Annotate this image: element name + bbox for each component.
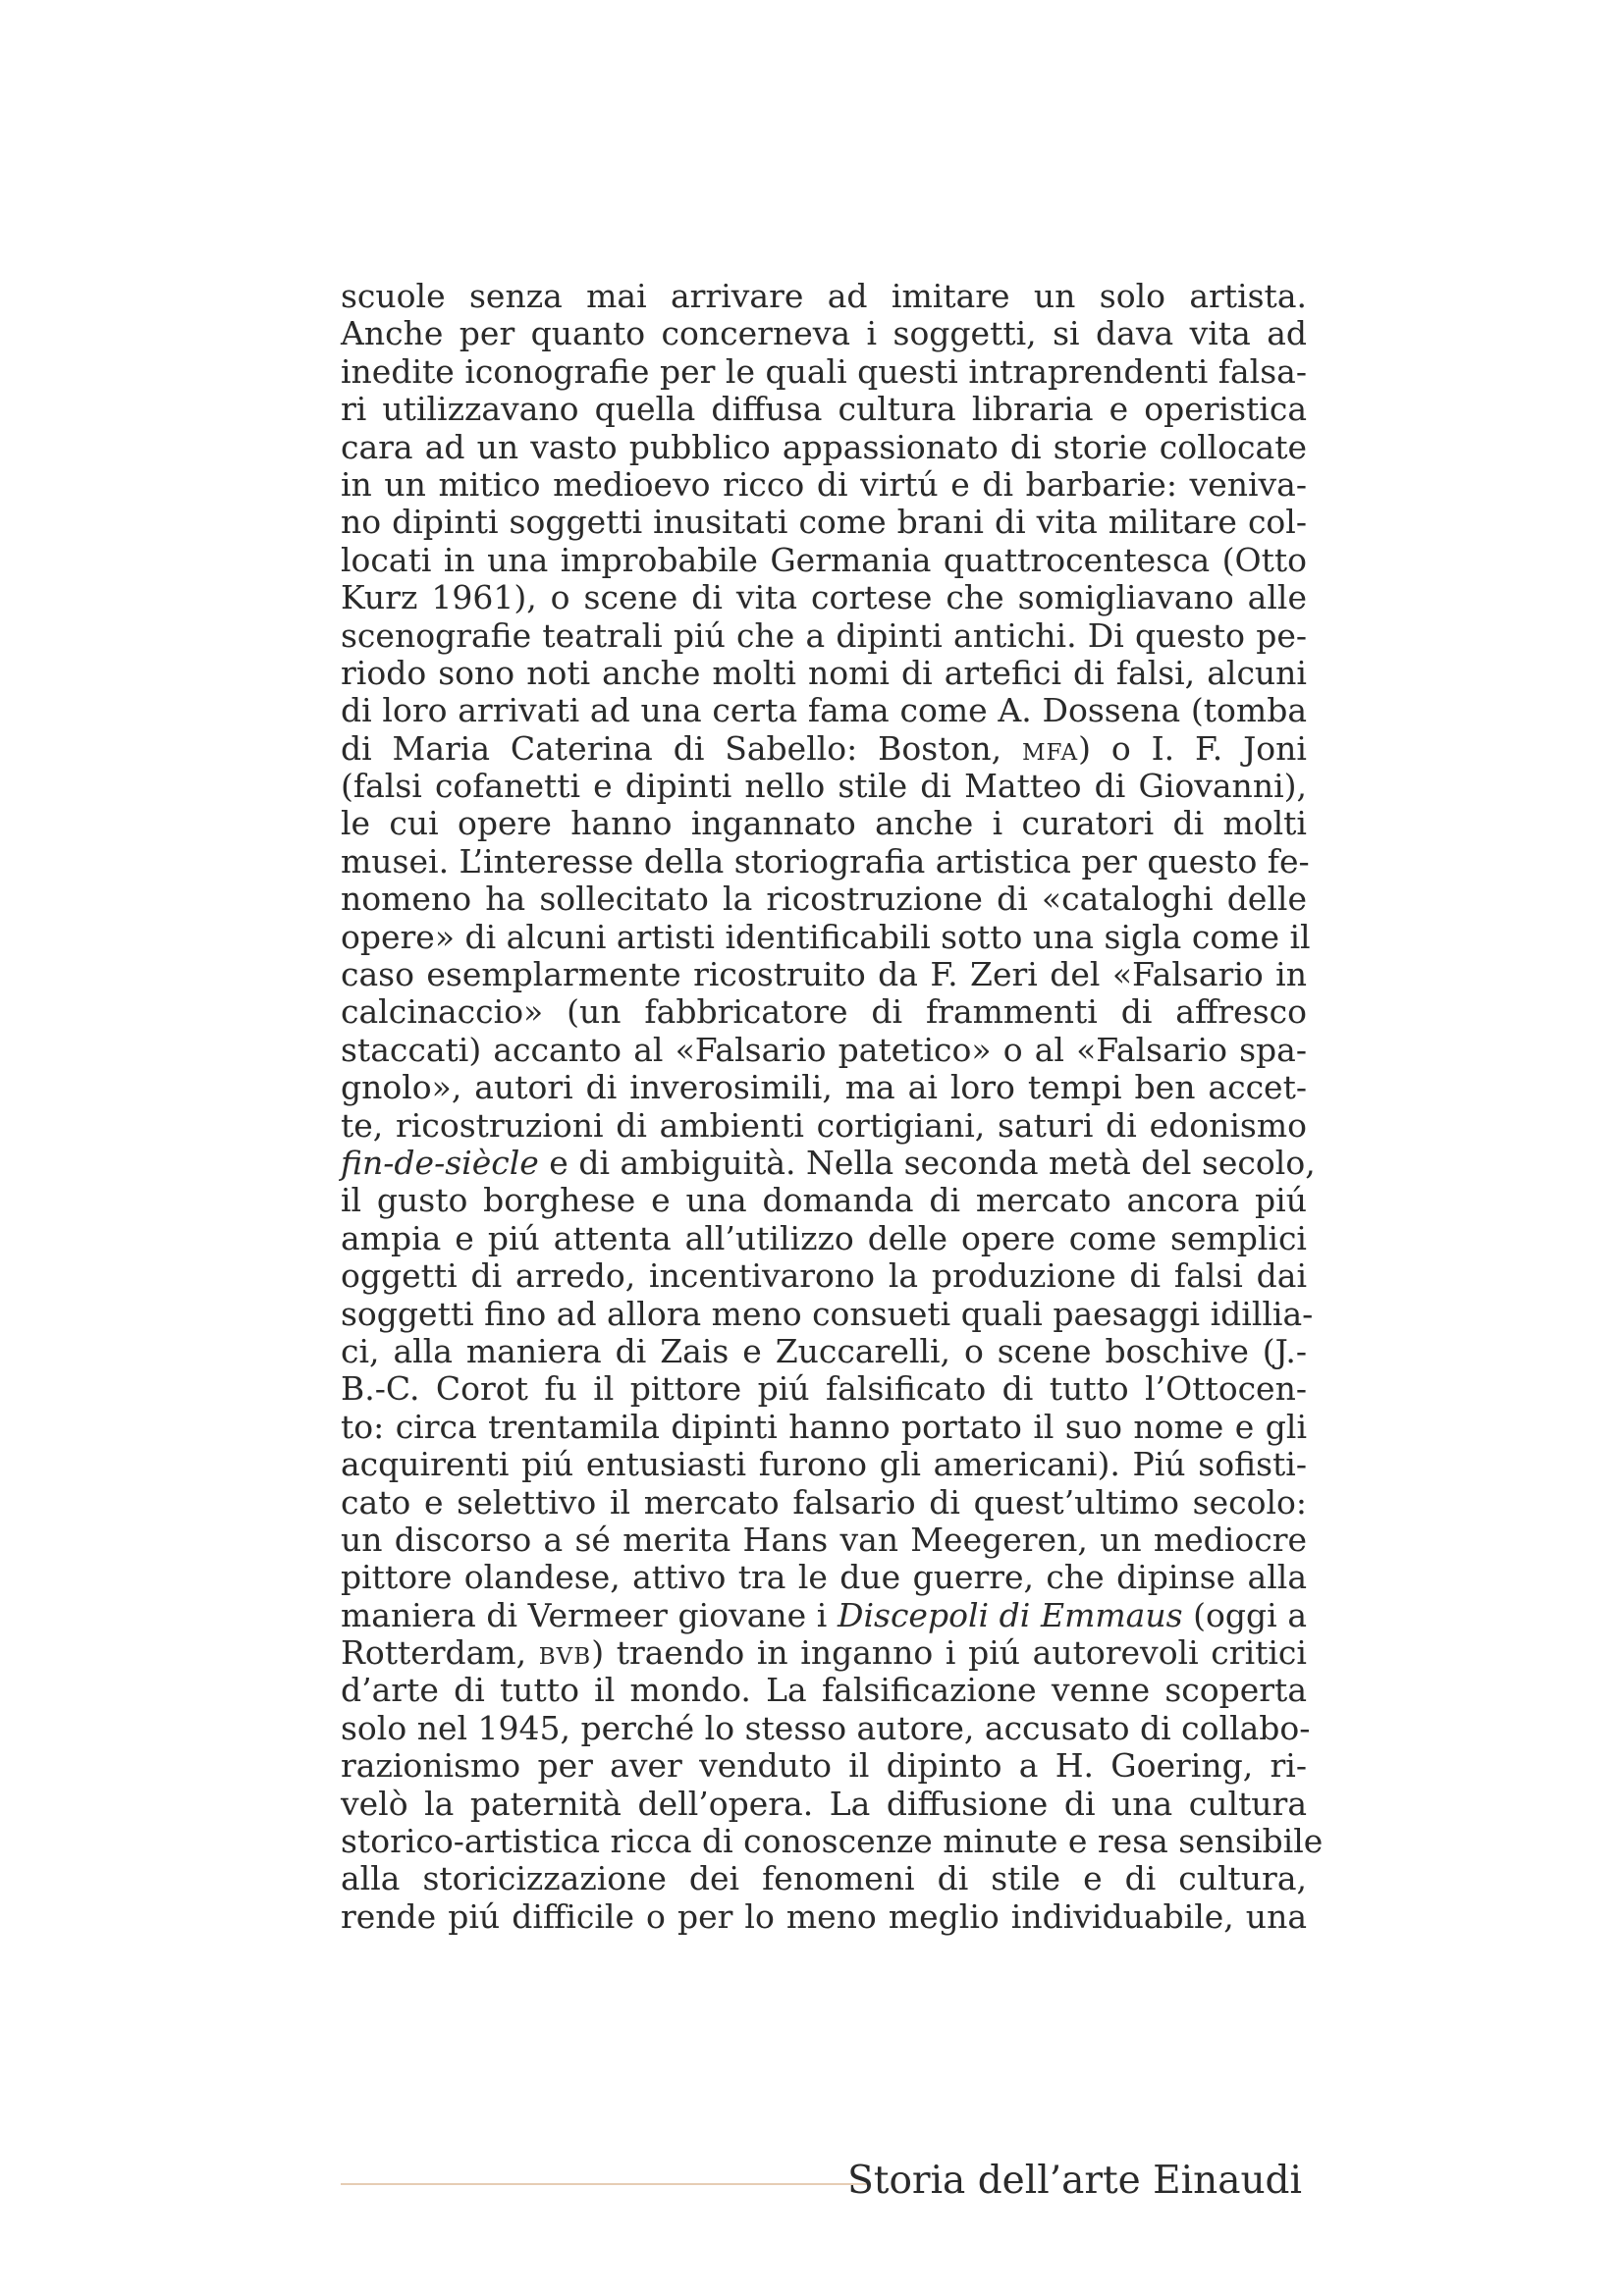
text-line: velò la paternità dell’opera. La diffusione di una cultura (341, 1784, 1307, 1823)
text-line: solo nel 1945, perché lo stesso autore, accusato di collabo- (341, 1708, 1311, 1747)
text-line: ci, alla maniera di Zais e Zuccarelli, o scene boschive (J.- (341, 1331, 1307, 1370)
text-line: soggetti fino ad allora meno consueti quali paesaggi idillia- (341, 1294, 1314, 1333)
text-line: oggetti di arredo, incentivarono la produzione di falsi dai (341, 1256, 1307, 1296)
text-line: calcinaccio» (un fabbricatore di frammenti di affresco (341, 992, 1307, 1032)
text-line: ri utilizzavano quella diffusa cultura libraria e operistica (341, 390, 1307, 429)
text-line: ampia e piú attenta all’utilizzo delle opere come semplici (341, 1218, 1307, 1257)
text-line: d’arte di tutto il mondo. La falsificazione venne scoperta (341, 1671, 1307, 1710)
text-line: te, ricostruzioni di ambienti cortigiani, saturi di edonismo (341, 1105, 1307, 1145)
text-line: (falsi cofanetti e dipinti nello stile di Matteo di Giovanni), (341, 767, 1307, 806)
body-text (341, 277, 1324, 1936)
text-line: cara ad un vasto pubblico appassionato di storie collocate (341, 427, 1307, 466)
text-line: scenografie teatrali piú che a dipinti antichi. Di questo pe- (341, 615, 1307, 655)
footer-title: Storia dell’arte Einaudi (847, 2159, 1302, 2203)
text-line: staccati) accanto al «Falsario patetico» o al «Falsario spa- (341, 1030, 1307, 1069)
text-line: pittore olandese, attivo tra le due guerre, che dipinse alla (341, 1558, 1307, 1597)
text-line: no dipinti soggetti inusitati come brani di vita militare col- (341, 503, 1307, 542)
text-line: nomeno ha sollecitato la ricostruzione di «cataloghi delle (341, 880, 1307, 919)
footer-rule (341, 2183, 868, 2185)
text-line: Kurz 1961), o scene di vita cortese che somigliavano alle (341, 578, 1307, 617)
text-line: scuole senza mai arrivare ad imitare un solo artista. (341, 277, 1307, 315)
text-line: musei. L’interesse della storiografia artistica per questo fe- (341, 841, 1310, 881)
text-line: riodo sono noti anche molti nomi di artefici di falsi, alcuni (341, 653, 1307, 692)
text-line: storico-artistica ricca di conoscenze minute e resa sensibile (341, 1822, 1324, 1861)
text-line: Rotterdam, bvb) traendo in inganno i piú autorevoli critici (341, 1633, 1307, 1673)
text-line: razionismo per aver venduto il dipinto a H. Goering, ri- (341, 1746, 1307, 1786)
text-line: un discorso a sé merita Hans van Meegeren, un mediocre (341, 1520, 1307, 1559)
text-line: gnolo», autori di inverosimili, ma ai loro tempi ben accet- (341, 1068, 1307, 1107)
text-line: alla storicizzazione dei fenomeni di stile e di cultura, (341, 1859, 1307, 1898)
text-line: opere» di alcuni artisti identificabili sotto una sigla come il (341, 917, 1311, 956)
text-line: caso esemplarmente ricostruito da F. Zeri del «Falsario in (341, 955, 1307, 994)
text-line: il gusto borghese e una domanda di mercato ancora piú (341, 1181, 1307, 1220)
text-line: rende piú difficile o per lo meno meglio individuabile, una (341, 1896, 1307, 1936)
text-line: di Maria Caterina di Sabello: Boston, mfa) o I. F. Joni (341, 728, 1307, 768)
text-line: acquirenti piú entusiasti furono gli americani). Piú sofisti- (341, 1445, 1307, 1484)
text-line: le cui opere hanno ingannato anche i curatori di molti (341, 804, 1307, 843)
text-line: to: circa trentamila dipinti hanno portato il suo nome e gli (341, 1407, 1307, 1446)
text-line: fin-de-siècle e di ambiguità. Nella seconda metà del secolo, (341, 1143, 1316, 1182)
text-line: di loro arrivati ad una certa fama come A. Dossena (tomba (341, 691, 1307, 730)
text-line: maniera di Vermeer giovane i Discepoli di Emmaus (oggi a (341, 1595, 1308, 1634)
text-line: Anche per quanto concerneva i soggetti, si dava vita ad (341, 314, 1307, 353)
text-line: B.-C. Corot fu il pittore piú falsificato di tutto l’Ottocen- (341, 1369, 1307, 1409)
text-line: cato e selettivo il mercato falsario di quest’ultimo secolo: (341, 1482, 1307, 1522)
text-line: locati in una improbabile Germania quattrocentesca (Otto (341, 540, 1307, 579)
text-line: in un mitico medioevo ricco di virtú e di barbarie: veniva- (341, 464, 1307, 504)
text-line: inedite iconografie per le quali questi intraprendenti falsa- (341, 351, 1307, 391)
